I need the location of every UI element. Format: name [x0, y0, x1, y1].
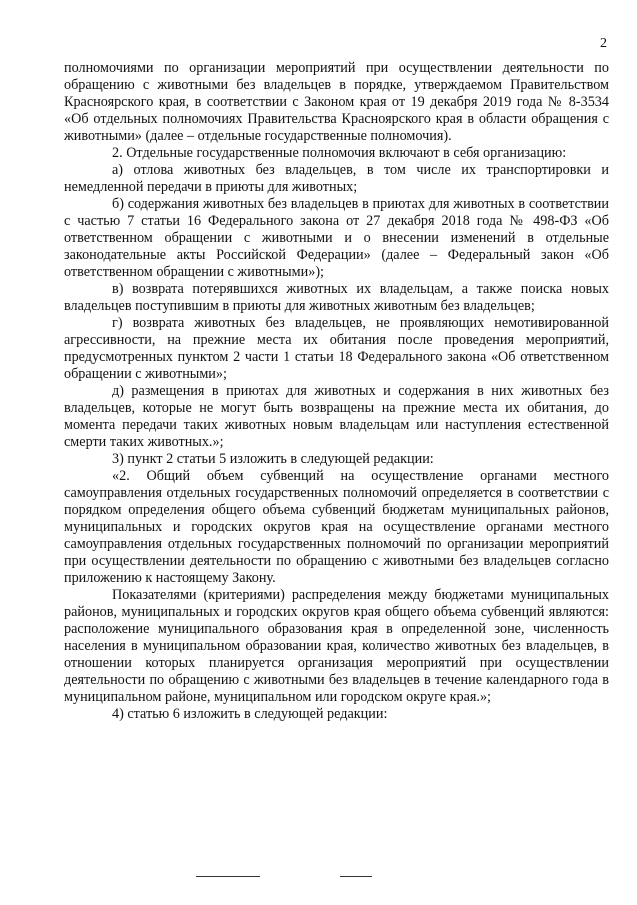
- page-number: 2: [600, 36, 607, 51]
- paragraph: г) возврата животных без владельцев, не проявляющих немотивированной агрессивности, на прежние места их обитания после проведения мероприятий, предусмотренных пунктом 2 части 1 статьи 18 Федерального закона «Об ответственном обращении с животными»;: [64, 315, 609, 382]
- paragraph: «2. Общий объем субвенций на осуществление органами местного самоуправления отдельных государственных полномочий определяется в соответствии с порядком определения общего объема субвенций бюджетам муниципальных районов, муниципальных и городских округов края на осуществление органами местного самоуправления отдельных государственных полномочий по организации мероприятий при осуществлении деятельности по обращению с животными без владельцев согласно приложению к настоящему Закону.: [64, 468, 609, 586]
- document-body: [64, 60, 609, 723]
- footer-rule-1: [196, 876, 260, 877]
- paragraph: в) возврата потерявшихся животных их владельцам, а также поиска новых владельцев поступившим в приюты для животных животным без владельцев;: [64, 281, 609, 314]
- paragraph: Показателями (критериями) распределения между бюджетами муниципальных районов, муниципальных и городских округов края общего объема субвенций являются: расположение муниципального образования края в определенной зоне, численность населения в муниципальном образовании края, количество животных без владельцев, в отношении которых планируется организация мероприятий при осуществлении деятельности по обращению с животными без владельцев в течение календарного года в муниципальном районе, муниципальном или городском округе края.»;: [64, 587, 609, 705]
- paragraph: а) отлова животных без владельцев, в том числе их транспортировки и немедленной передачи в приюты для животных;: [64, 162, 609, 195]
- paragraph: полномочиями по организации мероприятий при осуществлении деятельности по обращению с животными без владельцев в порядке, утверждаемом Правительством Красноярского края, в соответствии с Законом края от 19 декабря 2019 года № 8-3534 «Об отдельных полномочиях Правительства Красноярского края в области обращения с животными» (далее – отдельные государственные полномочия).: [64, 60, 609, 144]
- paragraph: 3) пункт 2 статьи 5 изложить в следующей редакции:: [112, 451, 434, 467]
- paragraph: 2. Отдельные государственные полномочия включают в себя организацию:: [112, 145, 567, 161]
- paragraph: б) содержания животных без владельцев в приютах для животных в соответствии с частью 7 статьи 16 Федерального закона от 27 декабря 2018 года № 498-ФЗ «Об ответственном обращении с животными и о внесении изменений в отдельные законодательные акты Российской Федерации» (далее – Федеральный закон «Об ответственном обращении с животными»);: [64, 196, 609, 280]
- footer-rule-2: [340, 876, 372, 877]
- paragraph: 4) статью 6 изложить в следующей редакции:: [112, 706, 388, 722]
- paragraph: д) размещения в приютах для животных и содержания в них животных без владельцев, которые не могут быть возвращены на прежние места их обитания, до момента передачи таких животных новым владельцам или наступления естественной смерти таких животных.»;: [64, 383, 609, 450]
